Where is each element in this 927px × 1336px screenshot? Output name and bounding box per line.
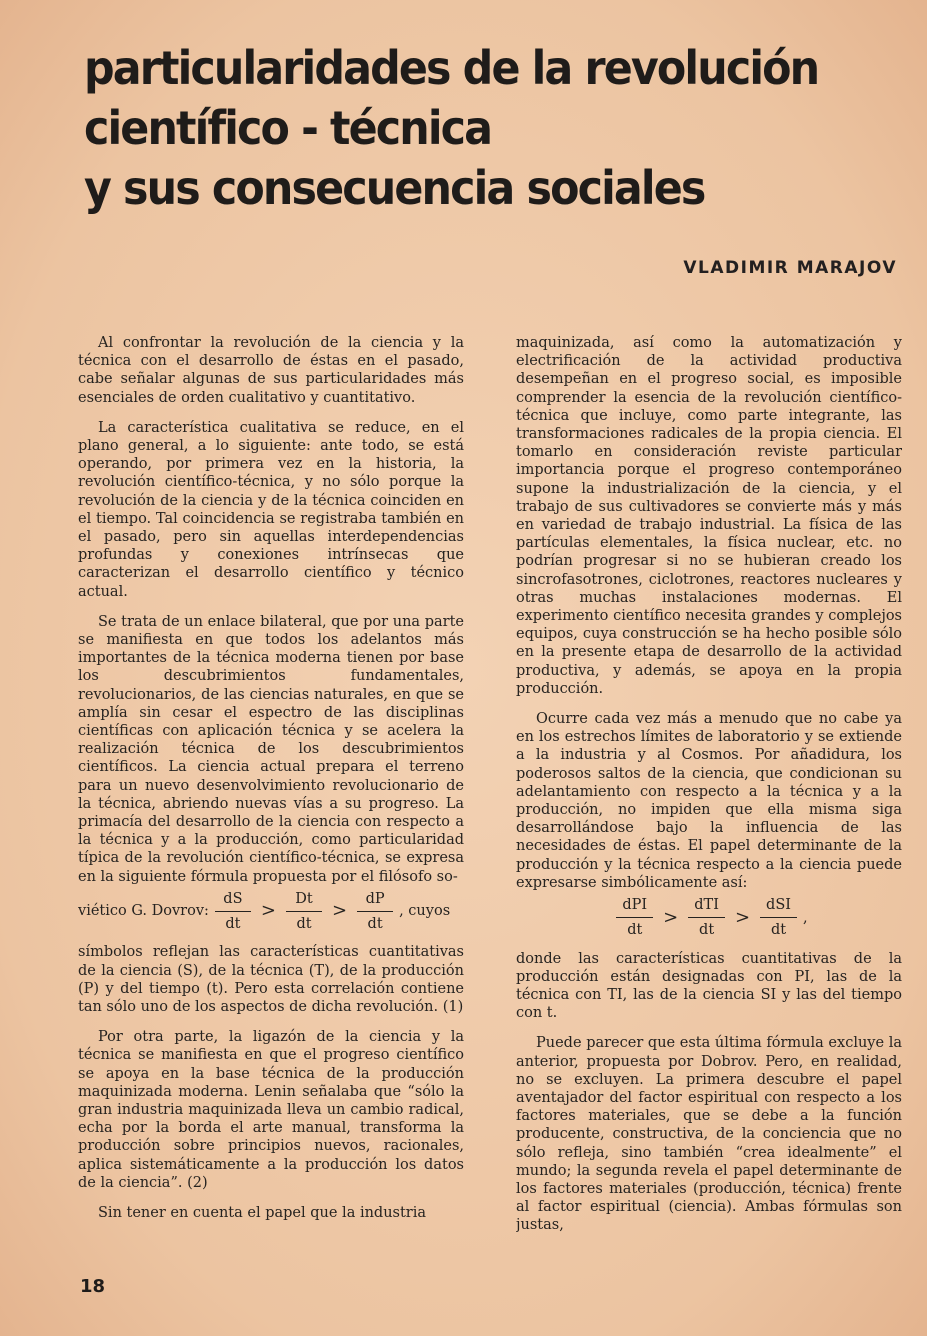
left-paragraph-2: La característica cualitativa se reduce, en el plano general, a lo siguiente: ante todo, se está operando, por primera vez en la historia, la revolución científico-técnica, y no sólo porque la revolución de la ciencia y de la técnica coinciden en el tiempo. Tal coincidencia se registraba también en el pasado, pero sin aquellas interdependencias profundas y conexiones intrínsecas que caracterizan el desarrollo científico y técnico actual. [78, 419, 464, 600]
fraction-denominator: dt [296, 916, 312, 933]
formula-suffix: , [803, 909, 808, 926]
title-line-3: y sus consecuencia sociales [84, 161, 705, 215]
fraction-dti-dt [688, 896, 725, 939]
fraction-dpi-dt [616, 896, 653, 939]
left-paragraph-3: Se trata de un enlace bilateral, que por una parte se manifiesta en que todos los adelantos más importantes de la técnica moderna tienen por base los descubrimientos fundamentales, revolucionarios, de las ciencias naturales, en que se amplía sin cesar el espectro de las disciplinas científicas con aplicación técnica y se acelera la realización técnica de los descubrimientos científicos. La ciencia actual prepara el terreno para un nuevo desenvolvimiento revolucionario de la técnica, abriendo nuevas vías a su progreso. La primacía del desarrollo de la ciencia con respecto a la técnica y a la producción, como particularidad típica de la revolución científico-técnica, se expresa en la siguiente fórmula propuesta por el filósofo so- [78, 613, 464, 885]
fraction-dp-dt [357, 890, 393, 933]
fraction-denominator: dt [699, 922, 715, 939]
fraction-denominator: dt [225, 916, 241, 933]
right-paragraph-3: donde las características cuantitativas de la producción están designadas con PI, las de la técnica con TI, las de la ciencia SI y las del tiempo con t. [516, 950, 902, 1022]
greater-than-sign: > [332, 900, 348, 922]
fraction-numerator: dSI [760, 896, 797, 918]
fraction-denominator: dt [367, 916, 383, 933]
fraction-numerator: dS [215, 890, 251, 912]
production-formula [516, 896, 902, 939]
title-line-2: científico - técnica [84, 101, 492, 155]
fraction-ds-dt [215, 890, 251, 933]
fraction-dsi-dt [760, 896, 797, 939]
article-title [84, 38, 819, 218]
author-name: VLADIMIR MARAJOV [683, 258, 897, 278]
greater-than-sign: > [663, 906, 679, 928]
fraction-numerator: dPI [616, 896, 653, 918]
right-paragraph-4: Puede parecer que esta última fórmula excluye la anterior, propuesta por Dobrov. Pero, en realidad, no se excluyen. La primera descubre el papel aventajador del factor espiritual con respecto a los factores materiales, que se debe a la función producente, constructiva, de la conciencia que no sólo refleja, sino también “crea idealmente” el mundo; la segunda revela el papel determinante de los factores materiales (producción, técnica) frente al factor espiritual (ciencia). Ambas fórmulas son justas, [516, 1035, 902, 1234]
right-column [516, 334, 902, 1254]
left-paragraph-1: Al confrontar la revolución de la ciencia y la técnica con el desarrollo de éstas en el pasado, cabe señalar algunas de sus particularidades más esenciales de orden cualitativo y cuantitativo. [78, 335, 464, 406]
left-paragraph-5: Por otra parte, la ligazón de la ciencia y la técnica se manifiesta en que el progreso científico se apoya en la base técnica de la producción maquinizada moderna. Lenin señalaba que “sólo la gran industria maquinizada lleva un cambio radical, echa por la borda el arte manual, transforma la producción sobre principios nuevos, racionales, aplica sistemáticamente a la producción los datos de la ciencia”. (2) [78, 1029, 464, 1191]
dovrov-formula [78, 890, 464, 933]
fraction-dt-dt [286, 890, 322, 933]
right-paragraph-1: maquinizada, así como la automatización y electrificación de la actividad productiva desempeñan en el progreso social, es imposible comprender la esencia de la revolución científico-técnica que incluye, como parte integrante, las transformaciones radicales de la propia ciencia. El tomarlo en consideración reviste particular importancia porque el progreso contemporáneo supone la industrialización de la ciencia, y el trabajo de sus cultivadores se convierte más y más en variedad de trabajo industrial. La física de las partículas elementales, la física nuclear, etc. no podrían progresar si no se hubieran creado los sincrofasotrones, ciclotrones, reactores nucleares y otras muchas instalaciones modernas. El experimento científico necesita grandes y complejos equipos, cuya construcción se ha hecho posible sólo en la presente etapa de desarrollo de la actividad productiva, y además, se apoya en la propia producción. [516, 335, 902, 697]
fraction-denominator: dt [627, 922, 643, 939]
fraction-numerator: Dt [286, 890, 322, 912]
fraction-numerator: dP [357, 890, 393, 912]
page-number: 18 [80, 1276, 106, 1297]
formula-prefix: viético G. Dovrov: [78, 903, 209, 920]
greater-than-sign: > [734, 906, 751, 928]
left-paragraph-6: Sin tener en cuenta el papel que la industria [98, 1204, 427, 1221]
fraction-numerator: dTI [688, 896, 725, 918]
fraction-denominator: dt [770, 922, 787, 939]
formula-suffix: , cuyos [399, 903, 451, 920]
title-line-1: particularidades de la revolución [84, 41, 819, 95]
left-paragraph-4: símbolos reflejan las características cuantitativas de la ciencia (S), de la técnica (T), de la producción (P) y del tiempo (t). Pero esta correlación contiene tan sólo uno de los aspectos de dicha revolución. (1) [78, 944, 464, 1015]
right-paragraph-2: Ocurre cada vez más a menudo que no cabe ya en los estrechos límites de laboratorio y se extiende a la industria y al Cosmos. Por añadidura, los poderosos saltos de la ciencia, que condicionan su adelantamiento con respecto a la técnica y a la producción, no impiden que ella misma siga desarrollándose bajo la influencia de las necesidades de éstas. El papel determinante de la producción y la técnica respecto a la ciencia puede expresarse simbólicamente así: [516, 711, 902, 891]
left-column [78, 334, 464, 1254]
greater-than-sign: > [260, 900, 276, 922]
